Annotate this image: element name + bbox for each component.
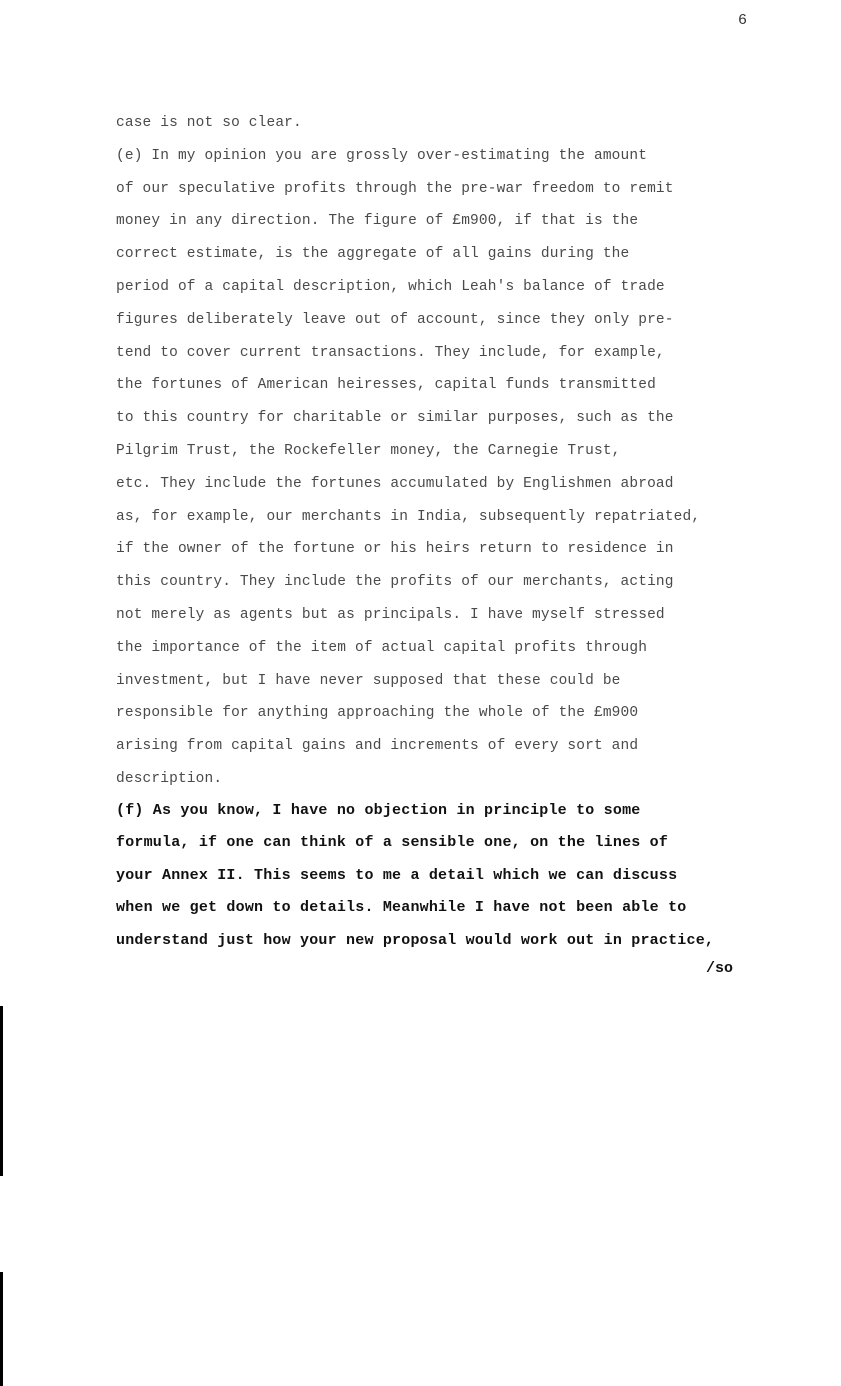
page-number: 6 [738,12,748,29]
faded-paragraph-e [116,107,786,796]
catchword: /so [706,960,734,977]
text-line: money in any direction. The figure of £m900, if that is the [116,213,639,230]
text-line: description. [116,770,223,787]
text-line: to this country for charitable or similar purposes, such as the [116,410,674,427]
text-line: (e) In my opinion you are grossly over-estimating the amount [116,147,648,164]
bold-paragraph-f [116,795,786,957]
scan-edge-mark [0,1006,3,1176]
text-line: figures deliberately leave out of account, since they only pre- [116,311,674,328]
text-line: tend to cover current transactions. They include, for example, [116,344,665,361]
text-line: if the owner of the fortune or his heirs return to residence in [116,541,674,558]
text-line: (f) As you know, I have no objection in principle to some [116,802,641,819]
text-line: etc. They include the fortunes accumulated by Englishmen abroad [116,475,674,492]
text-line: of our speculative profits through the pre-war freedom to remit [116,180,674,197]
text-line: correct estimate, is the aggregate of all gains during the [116,246,630,263]
text-line: when we get down to details. Meanwhile I have not been able to [116,899,687,917]
text-line: this country. They include the profits of our merchants, acting [116,574,674,591]
text-line: case is not so clear. [116,115,302,131]
text-line: arising from capital gains and increments of every sort and [116,738,639,755]
text-line: the fortunes of American heiresses, capital funds transmitted [116,377,656,394]
text-line: Pilgrim Trust, the Rockefeller money, the Carnegie Trust, [116,442,621,459]
text-line: investment, but I have never supposed that these could be [116,672,621,689]
text-line: period of a capital description, which Leah's balance of trade [116,278,665,295]
text-line: the importance of the item of actual capital profits through [116,639,648,656]
text-line: formula, if one can think of a sensible one, on the lines of [116,834,669,852]
scan-edge-mark [0,1272,3,1386]
text-line: your Annex II. This seems to me a detail which we can discuss [116,866,678,884]
text-line: not merely as agents but as principals. I have myself stressed [116,606,665,623]
text-line: understand just how your new proposal would work out in practice, [116,931,715,949]
text-line: responsible for anything approaching the whole of the £m900 [116,705,639,722]
text-line: as, for example, our merchants in India, subsequently repatriated, [116,508,701,525]
